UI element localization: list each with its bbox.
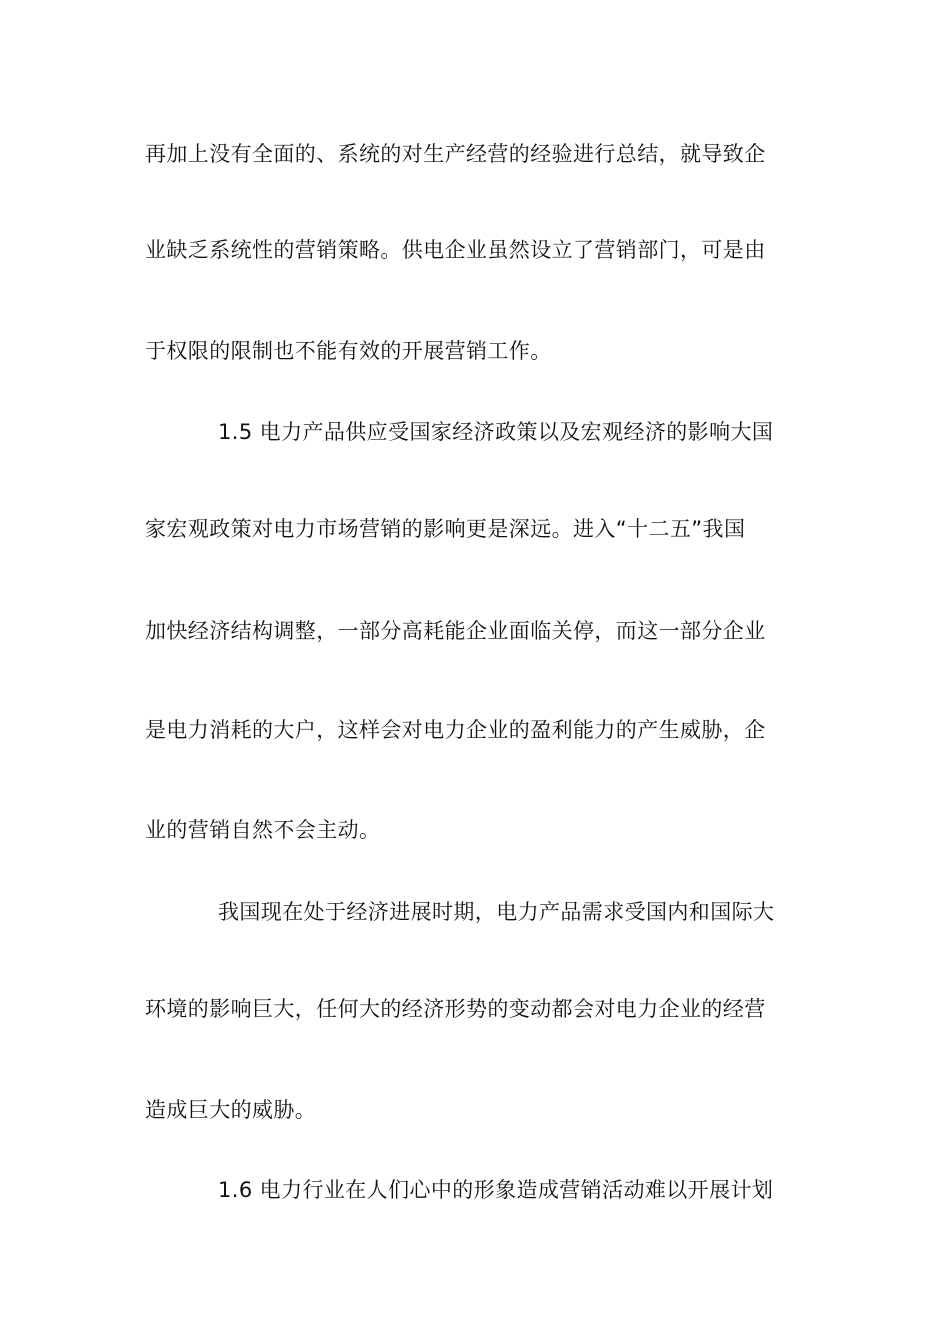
paragraph-line: 我国现在处于经济进展时期，电力产品需求受国内和国际大: [218, 900, 775, 924]
paragraph-line: 是电力消耗的大户，这样会对电力企业的盈利能力的产生威胁，企: [145, 718, 766, 742]
paragraph-line: 造成巨大的威胁。: [145, 1098, 317, 1122]
paragraph-line: 再加上没有全面的、系统的对生产经营的经验进行总结，就导致企: [145, 142, 766, 166]
paragraph-line: 业缺乏系统性的营销策略。供电企业虽然设立了营销部门，可是由: [145, 238, 766, 262]
paragraph-line: 业的营销自然不会主动。: [145, 818, 381, 842]
paragraph-line: 于权限的限制也不能有效的开展营销工作。: [145, 339, 552, 363]
paragraph-line: 环境的影响巨大，任何大的经济形势的变动都会对电力企业的经营: [145, 997, 766, 1021]
paragraph-line: 家宏观政策对电力市场营销的影响更是深远。进入“十二五”我国: [145, 517, 746, 541]
section-heading-1-6: 1.6 电力行业在人们心中的形象造成营销活动难以开展计划: [218, 1178, 774, 1202]
paragraph-line: 加快经济结构调整，一部分高耗能企业面临关停，而这一部分企业: [145, 619, 766, 643]
section-heading-1-5: 1.5 电力产品供应受国家经济政策以及宏观经济的影响大国: [218, 420, 774, 444]
